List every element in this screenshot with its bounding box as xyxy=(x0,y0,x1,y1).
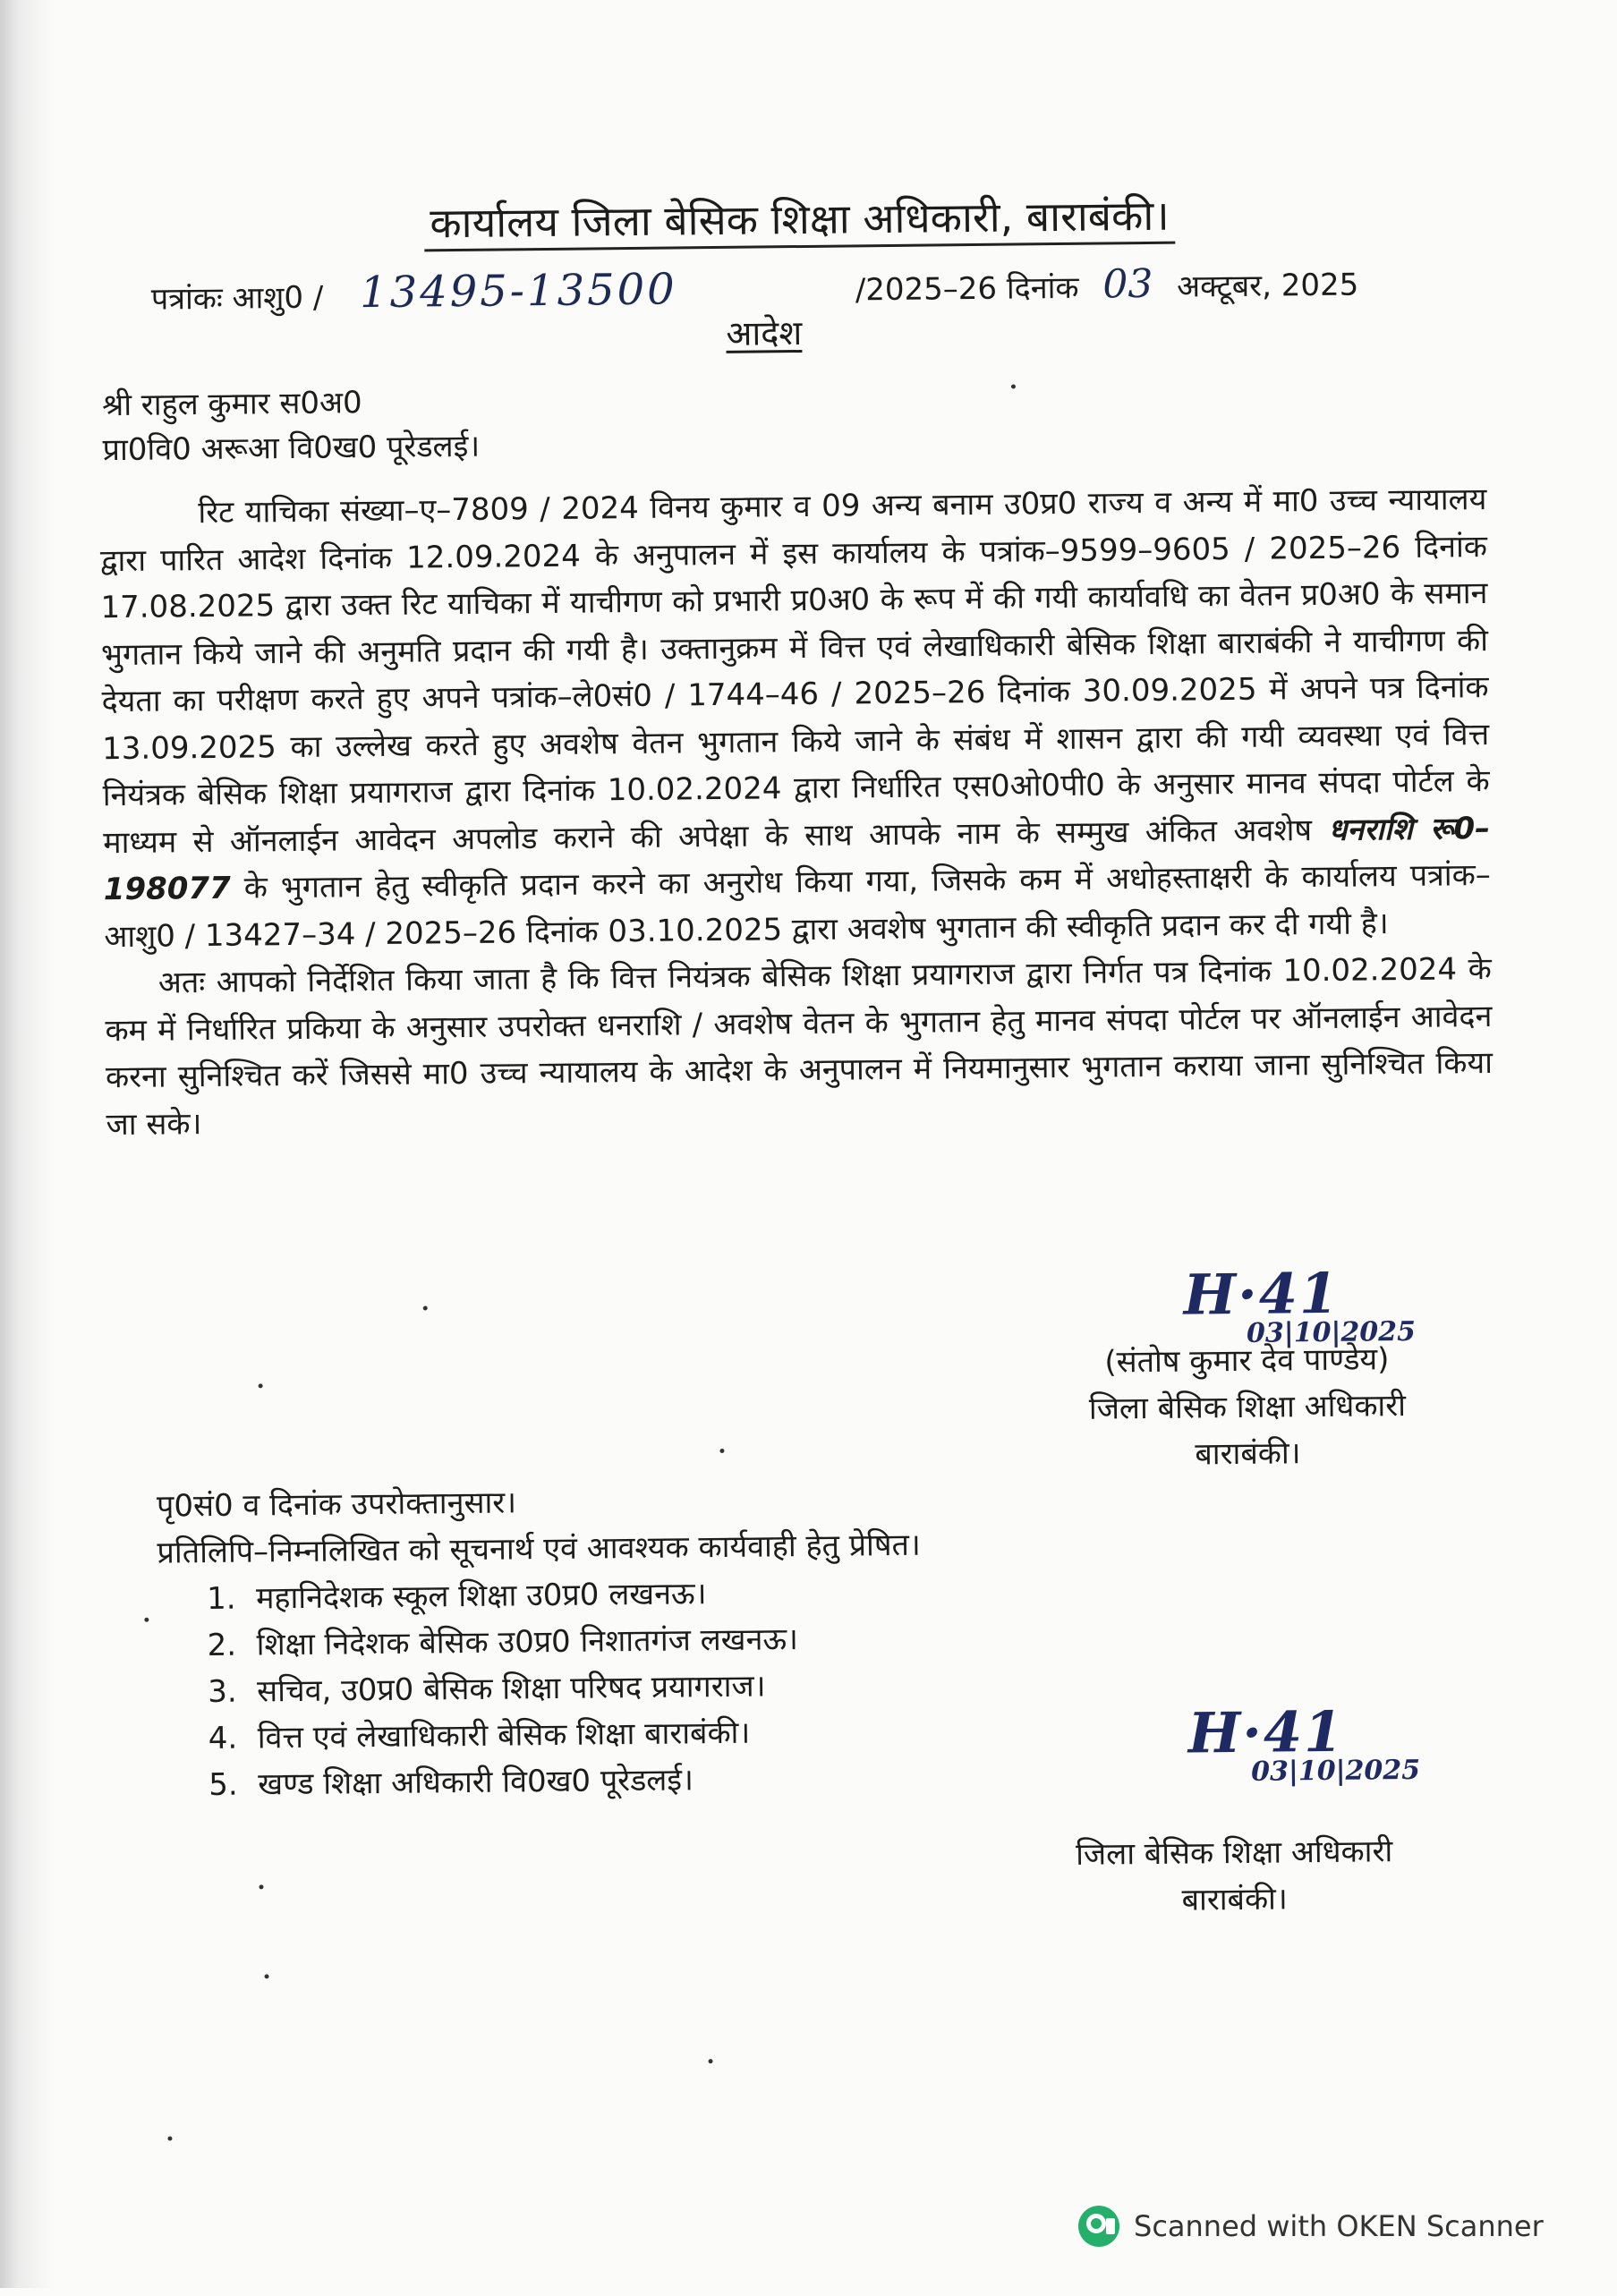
list-item xyxy=(208,1662,923,1715)
signature-2 xyxy=(1187,1698,1420,1789)
signature-2-date: 03|10|2025 xyxy=(1251,1754,1421,1788)
scan-speck xyxy=(719,1449,724,1453)
list-item-number: 2. xyxy=(207,1627,237,1664)
addressee-line-2: प्रा0वि0 अरूआ वि0ख0 पूरेडलई। xyxy=(102,428,481,469)
signatory-2-designation: जिला बेसिक शिक्षा अधिकारी xyxy=(1075,1833,1393,1873)
copy-recipient-list xyxy=(207,1569,923,1808)
list-item-text: खण्ड शिक्षा अधिकारी वि0ख0 पूरेडलई। xyxy=(258,1762,694,1803)
reference-prefix: पत्रांकः आशु0 / xyxy=(150,279,324,318)
list-item-number: 5. xyxy=(209,1766,238,1804)
list-item-number: 3. xyxy=(207,1673,237,1711)
office-heading xyxy=(0,184,1608,255)
oken-scanner-logo-icon xyxy=(1078,2206,1119,2247)
scan-speck xyxy=(265,1974,269,1978)
signature-2-mark: H·41 xyxy=(1187,1698,1345,1766)
scan-speck xyxy=(259,1383,263,1388)
signature-1-date: 03|10|2025 xyxy=(1246,1315,1417,1349)
list-item xyxy=(208,1708,923,1762)
scan-speck xyxy=(423,1305,428,1310)
scan-speck xyxy=(144,1618,149,1622)
reference-date xyxy=(855,262,1359,310)
paragraph-2: अतः आपको निर्देशित किया जाता है कि वित्त नियंत्रक बेसिक शिक्षा प्रयागराज द्वारा निर्गत पत्र दिनांक 10.02.2024 के कम में निर्धारित प्रकिया के अनुसार उपरोक्त धनराशि / अवशेष वेतन के भुगतान हेतु मानव संपदा पोर्टल पर ऑनलाईन आवेदन करना सुनिश्चित करें जिससे मा0 उच्च न्यायालय के आदेश के अनुपालन में नियमानुसार भुगतान कराया जाना सुनिश्चित किया जा सके। xyxy=(105,950,1494,1143)
list-item xyxy=(207,1569,922,1622)
signature-1-block xyxy=(1023,1335,1472,1479)
paragraph-1 xyxy=(99,476,1491,960)
list-item-text: शिक्षा निदेशक बेसिक उ0प्र0 निशातगंज लखनऊ। xyxy=(256,1621,799,1663)
paragraph-1-part-a: रिट याचिका संख्या–ए–7809 / 2024 विनय कुमार व 09 अन्य बनाम उ0प्र0 राज्य व अन्य में मा0 उच्च न्यायालय द्वारा पारित आदेश दिनांक 12.09.2024 के अनुपालन में इस कार्यालय के पत्रांक–9599–9605 / 2025–26 दिनांक 17.08.2025 द्वारा उक्त रिट याचिका में याचीगण को प्रभारी प्र0अ0 के रूप में की गयी कार्यावधि का वेतन प्र0अ0 के समान भुगतान किये जाने की अनुमति प्रदान की गयी है। उक्तानुक्रम में वित्त एवं लेखाधिकारी बेसिक शिक्षा बाराबंकी ने याचीगण की देयता का परीक्षण करते हुए अपने पत्रांक–ले0सं0 / 1744–46 / 2025–26 दिनांक 30.09.2025 में अपने पत्र दिनांक 13.09.2025 का उल्लेख करते हुए अवशेष वेतन भुगतान किये जाने के संबंध में शासन द्वारा की गयी व्यवस्था एवं वित्त नियंत्रक बेसिक शिक्षा प्रयागराज द्वारा दिनांक 10.02.2024 द्वारा निर्धारित एस0ओ0पी0 के अनुसार मानव संपदा पोर्टल के माध्यम से ऑनलाईन आवेदन अपलोड कराने की अपेक्षा के साथ आपके नाम के सम्मुख अंकित अवशेष xyxy=(99,480,1490,861)
signatory-designation: जिला बेसिक शिक्षा अधिकारी xyxy=(1088,1387,1407,1427)
list-item-text: सचिव, उ0प्र0 बेसिक शिक्षा परिषद प्रयागराज। xyxy=(256,1668,766,1710)
scan-speck xyxy=(259,1884,263,1889)
signatory-2-place: बाराबंकी। xyxy=(1181,1881,1288,1918)
office-heading-text: कार्यालय जिला बेसिक शिक्षा अधिकारी, बाराबंकी। xyxy=(424,191,1175,252)
addressee-line-1: श्री राहुल कुमार स0अ0 xyxy=(101,385,362,424)
scan-speck xyxy=(167,2136,172,2140)
signatory-name: (संतोष कुमार देव पाण्डेय) xyxy=(1104,1341,1390,1381)
reference-year-prefix: /2025–26 दिनांक xyxy=(855,269,1079,309)
list-item xyxy=(209,1755,923,1808)
reference-date-suffix: अक्टूबर, 2025 xyxy=(1176,267,1359,305)
amount-text: धनराशि रू0–198077 xyxy=(103,810,1491,908)
copy-section xyxy=(157,1475,923,1809)
reference-handwritten-date: 03 xyxy=(1102,260,1153,308)
reference-number xyxy=(150,264,677,319)
signatory-place: बाराबंकी। xyxy=(1195,1435,1301,1473)
list-item xyxy=(207,1615,922,1669)
scanner-text: Scanned with OKEN Scanner xyxy=(1134,2209,1544,2243)
list-item-number: 4. xyxy=(208,1720,238,1757)
copy-reference-line: पृ0सं0 व दिनांक उपरोक्तानुसार। xyxy=(156,1484,517,1525)
scan-speck xyxy=(709,2059,713,2063)
scan-speck xyxy=(1011,384,1016,388)
list-item-text: वित्त एवं लेखाधिकारी बेसिक शिक्षा बाराबंकी। xyxy=(257,1714,751,1756)
reference-handwritten-number: 13495-13500 xyxy=(359,264,677,319)
list-item-text: महानिदेशक स्कूल शिक्षा उ0प्र0 लखनऊ। xyxy=(255,1576,707,1617)
paragraph-1-part-b: के भुगतान हेतु स्वीकृति प्रदान करने का अनुरोध किया गया, जिसके कम में अधोहस्ताक्षरी के कार्यालय पत्रांक–आशु0 / 13427–34 / 2025–26 दिनांक 03.10.2025 द्वारा अवशेष भुगतान की स्वीकृति प्रदान कर दी गयी है। xyxy=(104,856,1491,955)
signature-1-mark: H·41 xyxy=(1183,1260,1340,1328)
signature-2-block xyxy=(1010,1827,1459,1925)
copy-intro: प्रतिलिपि–निम्नलिखित को सूचनार्थ एवं आवश्यक कार्यवाही हेतु प्रेषित। xyxy=(157,1526,921,1571)
order-body xyxy=(99,476,1494,1148)
list-item-number: 1. xyxy=(206,1580,236,1618)
scanner-watermark xyxy=(1078,2206,1544,2247)
order-title: आदेश xyxy=(726,312,803,353)
